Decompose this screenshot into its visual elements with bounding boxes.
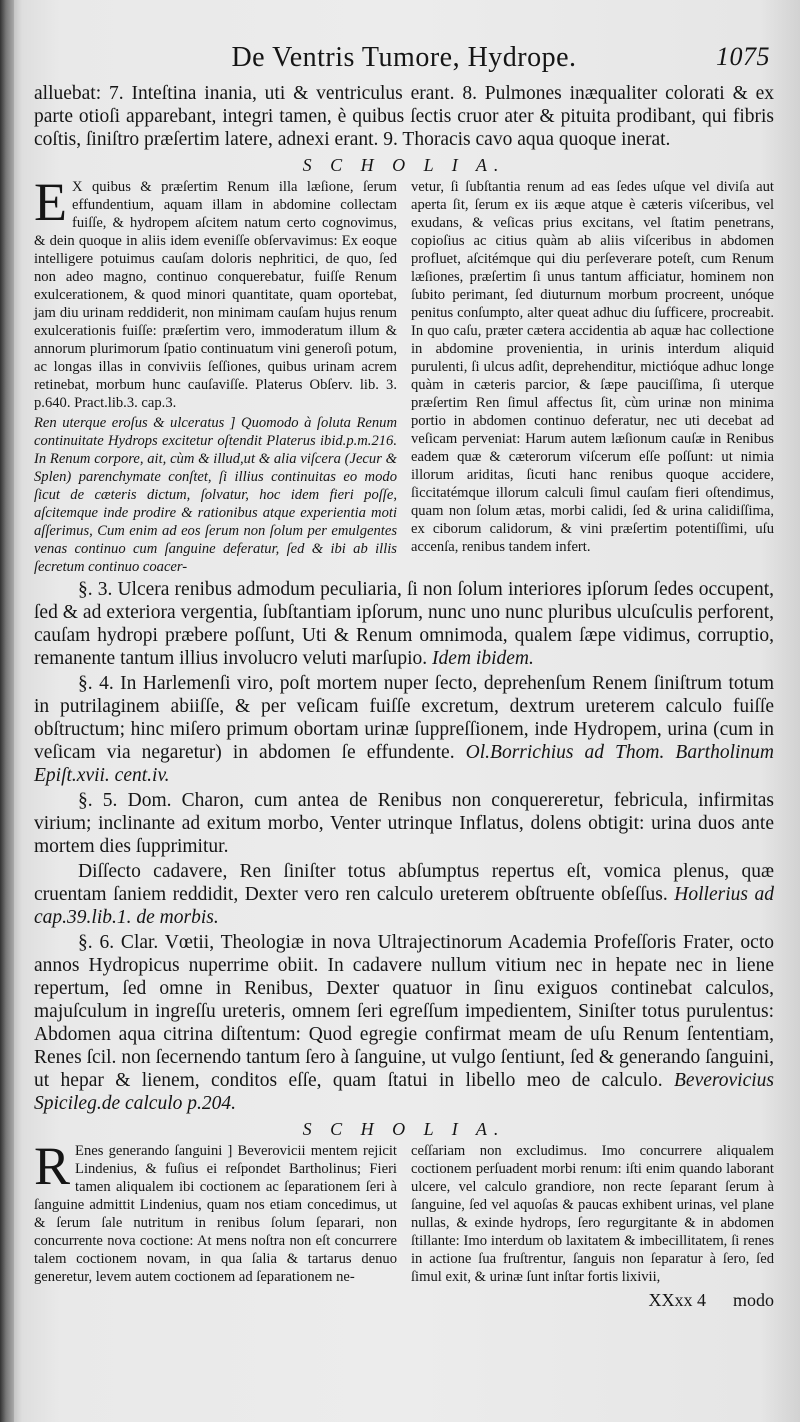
signature-line [411,1290,774,1311]
section-text: §. 5. Dom. Charon, cum antea de Renibus non conquereretur, febricula, infirmitas virium; inclinante ad exitum morbo, Venter utrinque Inflatus, dolens obtigit: urina duos ante mortem dies ſupprimitur. [34,790,774,857]
signature-mark: XXxx 4 [648,1290,706,1310]
section-4 [34,672,774,787]
scholia-2-left-text: Enes generando ſanguini ] Beverovicii mentem rejicit Lindenius, & fuſius ei reſpondet Bartholinus; Fieri tamen aliqualem ibi coctionem ac ſeparationem ſeri à ſanguine admittit Lindenius, quam nos etiam concedimus, ut & ſerum ſale nutritum in renibus ſolum ſeparari, non concurrente nova coctione: At mens noſtra non eſt concurrere talem coctionem novam, in qua ſalia & tartarus denuo generetur, levem autem coctionem ad ſeparationem ne- [34,1143,397,1285]
section-text: Diſſecto cadavere, Ren ſiniſter totus abſumptus repertus eſt, vomica plenus, quæ cruentam ſaniem reddidit, Dexter vero ren calculo ureterem obſtruente obſeſſus. [34,861,774,905]
section-paragraph [34,860,774,929]
section-paragraph [34,578,774,670]
section-text: §. 3. Ulcera renibus admodum peculiaria, ſi non ſolum interiores ipſorum ſedes occupent, ſed & ad exteriora vergentia, ſubſtantiam ipſorum, nunc uno nunc pluribus ulcuſculis perforent, cauſam hydropi præbere poſſunt, Uti & Renum omnimoda, qualem ſæpe vidimus, corruptio, remanente tantum illius involucro veluti marſupio. [34,579,774,669]
scholia-1-left-paragraph-1 [34,172,397,412]
binding-gutter [0,0,14,1422]
opening-paragraph: alluebat: 7. Inteſtina inania, uti & ventriculus erant. 8. Pulmones inæqualiter colorati & ex parte otioſi apparebant, integri tamen, è quibus ſectis cruor ater & pituita prodibant, qui fibris coſtis, ſiniſtro præſertim latere, adnexi erant. 9. Thoracis cavo aqua quoque inerat. [34,83,774,150]
scholia-heading-1: S C H O L I A. [302,155,506,175]
scholia-1-left-text-1: X quibus & præſertim Renum illa læſione, ſerum effundentium, aquam illam in abdomine collectam fuiſſe, & hydropem aſcitem natum certo cognovimus, & dein quoque in aliis idem eveniſſe obſervavimus: Ex eoque intelligere potuimus cauſam doloris nephritici, de quo, ſed non adeo magno, continuo conquerebatur, fuiſſe Renum exulcerationem, & quod minori quantitate, quam oportebat, jam diu urinam reddiderit, non minimam cauſam hujus renum exulcerationis fuiſſe: præſertim vero, immoderatum illum & annorum plurimorum ſpatio continuatum vini generoſi potum, ac longas illas in conviviis ſeſſiones, quibus urinam acrem retinebat, morbum hunc cauſaviſſe. Platerus Obſerv. lib. 3. p.640. Pract.lib.3. cap.3. [34,179,397,411]
scholia-2-right-paragraph: ceſſariam non excludimus. Imo concurrere aliqualem coctionem perſuadent morbi renum: iſti enim quando laborant ulcere, vel calculo grandiore, non recte ſeparant ſerum à ſanguine, ſed vel aquoſas & paucas exhibent urinas, vel plane nullas, & exinde hydrops, ſero regurgitante & in abdomen ſtillante: Imo interdum ob laxitatem & imbecillitatem, ſi renes in actione ſua fruſtrentur, ſanguis non ſeparatur à ſero, ſed ſimul exit, & urinæ ſunt inſtar fortis lixivii, [411,1143,774,1285]
section-3 [34,578,774,670]
section-5-dissection [34,860,774,929]
page-content [34,42,774,1311]
scholia-2-left-column [34,1136,397,1311]
scholia-1-left-column [34,172,397,576]
scholia-heading-2: S C H O L I A. [302,1119,506,1139]
drop-cap-r: R [34,1136,71,1196]
scholia-1-right-column [411,178,774,576]
section-source: Ol.Borrichius ad Thom. Bartholinum Epiſt.xvii. cent.iv. [34,742,774,786]
scholia-2-columns [34,1136,774,1311]
drop-cap-e: E [34,172,67,232]
scholia-2-left-paragraph [34,1136,397,1286]
scholia-1-columns [34,172,774,576]
running-head-title: De Ventris Tumore, Hydrope. [231,42,577,73]
section-source: Idem ibidem. [432,648,534,669]
running-head [34,42,774,82]
section-6 [34,931,774,1115]
scholia-1-left-paragraph-2: Ren uterque eroſus & ulceratus ] Quomodo à ſoluta Renum continuitate Hydrops excitetur oſtendit Platerus ibid.p.m.216. In Renum corpore, ait, cùm & illud,ut & alia viſcera (Jecur & Splen) parenchymate conſtet, ſi illius continuitas eo modo ſicut de cæteris dictum, ſolvatur, hoc idem fieri poſſe, aſcitemque inde prodire & rationibus atque experientia moti aſſerimus, Cum enim ad eos ſerum non ſolum per emulgentes venas continuo cum ſanguine deferatur, ſed & ibi ab illis ſecretum continuo coacer- [34,415,397,575]
section-5 [34,789,774,858]
section-source: Beverovicius Spicileg.de calculo p.204. [34,1070,774,1114]
scholia-2-right-column [411,1142,774,1311]
section-text: §. 4. In Harlemenſi viro, poſt mortem nuper ſecto, deprehenſum Renem ſiniſtrum totum in putrilaginem abiiſſe, & per veſicam fuiſſe excretum, dextrum ureterem calculo fuiſſe obſtructum; hinc miſero primum obortam urinæ ſuppreſſionem, inde Hydropem, urina (cum in veſicam via negaretur) in abdomen ſe effundente. [34,673,774,763]
catchword: modo [732,1290,774,1310]
section-text: §. 6. Clar. Vœtii, Theologiæ in nova Ultrajectinorum Academia Profeſſoris Frater, octo annos Hydropicus nuperrime obiit. In cadavere nullum vitium nec in hepate nec in liene repertum, ſed omne in Renibus, Dexter quatuor in ſinu exiguos continebat calculos, majuſculum in ingreſſu ureteris, omnem ſeri egreſſum impedientem, Siniſter totus purulentus: Abdomen aqua citrina diſtentum: Quod egregie confirmat meam de uſu Renum ſententiam, Renes ſcil. non ſecernendo tantum ſero à ſanguine, ut vulgo ſentiunt, ſed & generando ſanguini, ut hepar & lienem, conditos eſſe, quam ſtatui in libello meo de calculo. [34,932,774,1091]
section-source: Hollerius ad cap.39.lib.1. de morbis. [34,884,774,928]
section-paragraph [34,931,774,1115]
scholia-1-right-paragraph: vetur, ſi ſubſtantia renum ad eas ſedes uſque vel diviſa aut aperta ſit, ſerum ex iis æque atque è cæteris viſceribus, vel exudans, & veſicas prius excitans, vel ſtatim penetrans, copioſius ac citius quàm ab aliis viſceribus in abdomen profluet, aſcitémque qui diu perſeverare poteſt, cum Renum læſiones, præſertim ſi unus tantum afficiatur, hominem non ſubito perimant, ſed diuturnum morbum procreent, unóque penitus conſumpto, alter queat adhuc diu ſufficere, procreabit. In quo caſu, præter cætera accidentia ab aquæ hac collectione in abdomine provenientia, in urinis interdum aliquid purulenti, ſi ulcus adſit, deprehenditur, mictióque adhuc longe quàm in cæteris parcior, & ſæpe pauciſſima, ſi uterque præſertim Ren ſimul affectus ſit, cùm urinæ non minima portio in abdomen continuo deferatur, nec uti decebat ad veſicam perveniat: Harum autem læſionum cauſæ in Renibus eadem quæ & cæterorum viſcerum eſſe poſſunt: ut nimia illorum ariditas, ſicuti hanc renibus quoque accidere, ſiccitatémque illorum calculi ſimul cauſam fieri oſtendimus, quam non ſolum ætas, morbi calidi, ſed & urina calidiſſima, ex ciborum calidorum, & vini præſertim potentiſſimi, uſu accenſa, renibus tandem infert. [411,179,774,555]
section-paragraph [34,789,774,858]
section-paragraph [34,672,774,787]
page-number: 1075 [716,42,770,71]
